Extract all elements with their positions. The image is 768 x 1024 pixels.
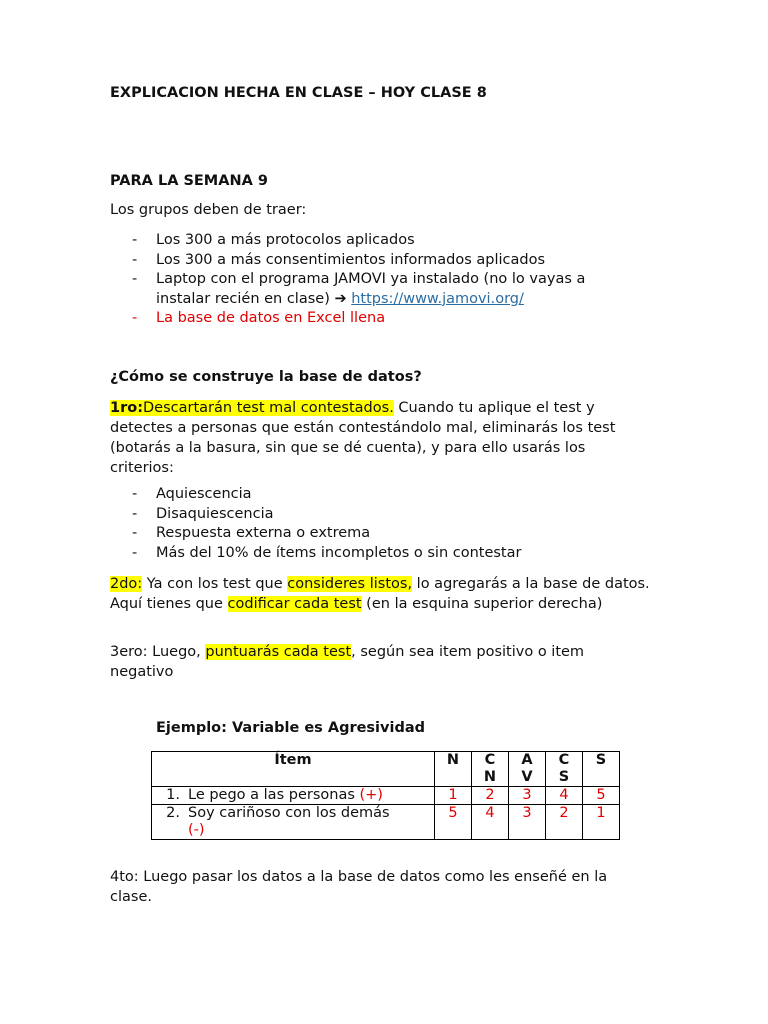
list-item: - Los 300 a más protocolos aplicados <box>132 232 415 248</box>
week-heading: PARA LA SEMANA 9 <box>110 173 268 189</box>
value-cell: 2 <box>472 787 509 805</box>
arrow-icon: ➔ <box>334 290 347 307</box>
table-row <box>152 787 620 805</box>
list-item: - Los 300 a más consentimientos informados aplicados <box>132 251 545 268</box>
value-cell: 3 <box>509 805 546 840</box>
column-header-cn: C N <box>472 752 509 787</box>
bring-list <box>110 231 650 329</box>
column-header-s: S <box>583 752 620 787</box>
step3-paragraph: 3ero: Luego, puntuarás cada test, según sea item positivo o item negativo <box>110 644 585 680</box>
value-cell: 1 <box>435 787 472 805</box>
value-cell: 1 <box>583 805 620 840</box>
list-item: - Laptop con el programa JAMOVI ya instalado (no lo vayas a instalar recién en clase) ➔ https://www.jamovi.org/ <box>132 271 586 307</box>
criteria-list <box>110 485 650 563</box>
section-question: ¿Cómo se construye la base de datos? <box>110 369 422 385</box>
value-cell: 3 <box>509 787 546 805</box>
item-cell: 2. Soy cariñoso con los demás (-) <box>152 805 435 840</box>
step2-label: 2do: <box>110 576 143 592</box>
list-item: - Disaquiescencia <box>132 505 274 522</box>
value-cell: 5 <box>583 787 620 805</box>
value-cell: 4 <box>472 805 509 840</box>
jamovi-link[interactable]: https://www.jamovi.org/ <box>351 290 524 307</box>
step1-paragraph: 1ro:Descartarán test mal contestados. Cuando tu aplique el test y detectes a personas que están contestándolo mal, eliminarás los test (botarás a la basura, sin que se dé cuenta), y para ello usarás los criterios: <box>110 400 616 476</box>
list-item: - La base de datos en Excel llena <box>132 310 386 327</box>
table-header-row <box>152 752 620 787</box>
table-row <box>152 805 620 840</box>
list-item: - Respuesta externa o extrema <box>132 525 371 542</box>
step4-paragraph: 4to: Luego pasar los datos a la base de datos como les enseñé en la clase. <box>110 869 608 905</box>
step1-highlight: Descartarán test mal contestados. <box>143 400 394 416</box>
item-cell: 1. Le pego a las personas (+) <box>152 787 435 805</box>
column-header-av: A V <box>509 752 546 787</box>
column-header-n: N <box>435 752 472 787</box>
value-cell: 4 <box>546 787 583 805</box>
step2-paragraph: 2do: Ya con los test que consideres listos, lo agregarás a la base de datos. Aquí tienes que codificar cada test (en la esquina superior derecha) <box>110 576 650 612</box>
example-table <box>151 751 620 840</box>
step1-label: 1ro: <box>110 400 144 416</box>
intro-text: Los grupos deben de traer: <box>110 202 307 218</box>
example-title: Ejemplo: Variable es Agresividad <box>156 720 425 736</box>
value-cell: 2 <box>546 805 583 840</box>
column-header-item: Ítem <box>152 752 435 787</box>
value-cell: 5 <box>435 805 472 840</box>
column-header-cs: C S <box>546 752 583 787</box>
list-item: - Aquiescencia <box>132 486 252 502</box>
page-title: EXPLICACION HECHA EN CLASE – HOY CLASE 8 <box>110 85 487 101</box>
list-item: - Más del 10% de ítems incompletos o sin contestar <box>132 544 522 561</box>
